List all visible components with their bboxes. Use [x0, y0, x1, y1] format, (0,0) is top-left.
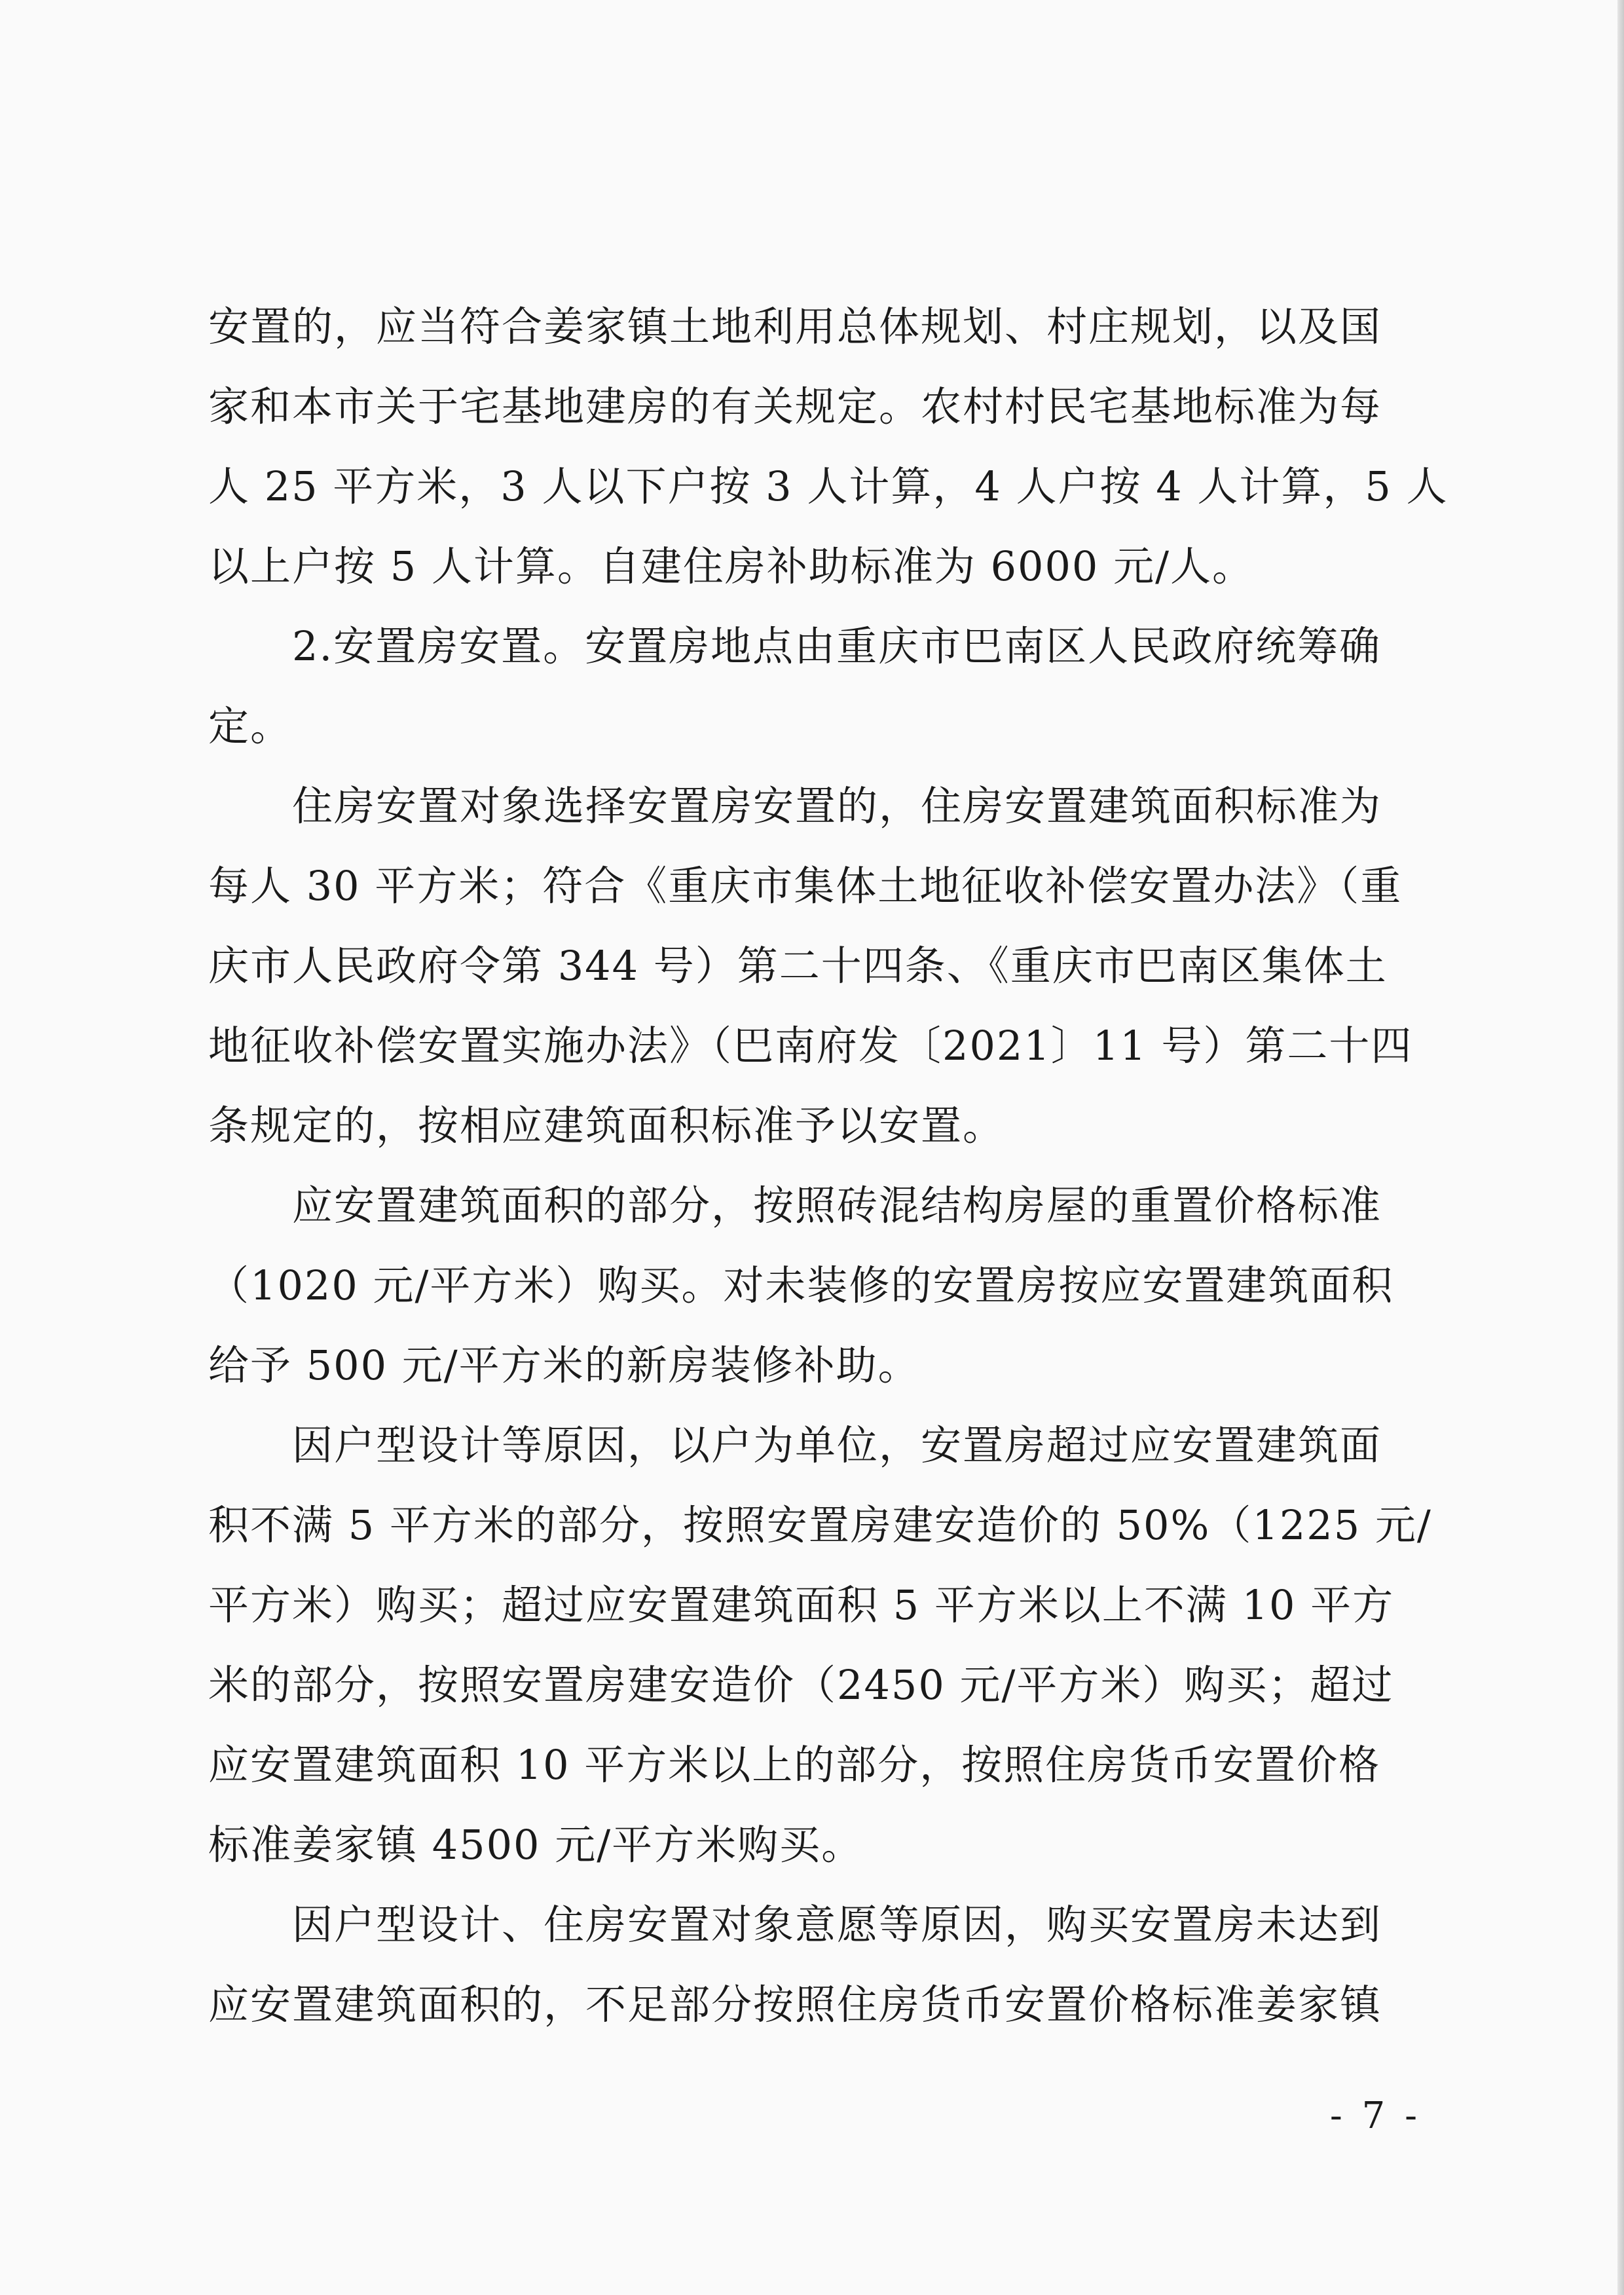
text-line: 平方米）购买；超过应安置建筑面积 5 平方米以上不满 10 平方 — [208, 1581, 1395, 1629]
text-line: 条规定的，按相应建筑面积标准予以安置。 — [208, 1102, 1005, 1149]
paragraph-excess-area — [208, 1406, 1432, 1885]
text-line: 家和本市关于宅基地建房的有关规定。农村村民宅基地标准为每 — [208, 382, 1382, 430]
text-line: 人 25 平方米，3 人以下户按 3 人计算，4 人户按 4 人计算，5 人 — [208, 462, 1449, 510]
text-line: 以上户按 5 人计算。自建住房补助标准为 6000 元/人。 — [208, 542, 1254, 590]
text-line: 因户型设计、住房安置对象意愿等原因，购买安置房未达到 — [292, 1901, 1382, 1949]
text-line: 标准姜家镇 4500 元/平方米购买。 — [208, 1821, 864, 1869]
text-line: 庆市人民政府令第 344 号）第二十四条、《重庆市巴南区集体土 — [208, 942, 1388, 990]
paragraph-area-standard — [208, 766, 1426, 1166]
page-edge — [1617, 0, 1624, 2295]
text-line: 定。 — [208, 702, 293, 750]
text-line: 应安置建筑面积的，不足部分按照住房货币安置价格标准姜家镇 — [208, 1981, 1382, 2028]
paragraph-homestead-resettlement — [208, 287, 1449, 606]
paragraph-shortfall-area — [208, 1885, 1426, 2045]
paragraph-purchase-price — [208, 1166, 1426, 1406]
text-line: 安置的，应当符合姜家镇土地利用总体规划、村庄规划，以及国 — [208, 303, 1382, 350]
page-number: - 7 - — [1329, 2095, 1421, 2137]
text-line: 2.安置房安置。安置房地点由重庆市巴南区人民政府统筹确 — [292, 622, 1382, 670]
text-line: 米的部分，按照安置房建安造价（2450 元/平方米）购买；超过 — [208, 1661, 1394, 1709]
text-line: 应安置建筑面积的部分，按照砖混结构房屋的重置价格标准 — [292, 1182, 1382, 1229]
text-line: 应安置建筑面积 10 平方米以上的部分，按照住房货币安置价格 — [208, 1741, 1381, 1789]
text-line: 住房安置对象选择安置房安置的，住房安置建筑面积标准为 — [292, 782, 1382, 830]
text-line: 因户型设计等原因，以户为单位，安置房超过应安置建筑面 — [292, 1421, 1382, 1469]
text-line: （1020 元/平方米）购买。对未装修的安置房按应安置建筑面积 — [208, 1261, 1394, 1309]
text-line: 地征收补偿安置实施办法》（巴南府发〔2021〕11 号）第二十四 — [208, 1022, 1413, 1070]
paragraph-resettlement-housing — [208, 606, 1426, 766]
text-line: 给予 500 元/平方米的新房装修补助。 — [208, 1341, 920, 1389]
text-line: 积不满 5 平方米的部分，按照安置房建安造价的 50%（1225 元/ — [208, 1501, 1432, 1549]
text-line: 每人 30 平方米；符合《重庆市集体土地征收补偿安置办法》（重 — [208, 862, 1403, 910]
document-body — [208, 287, 1449, 2045]
